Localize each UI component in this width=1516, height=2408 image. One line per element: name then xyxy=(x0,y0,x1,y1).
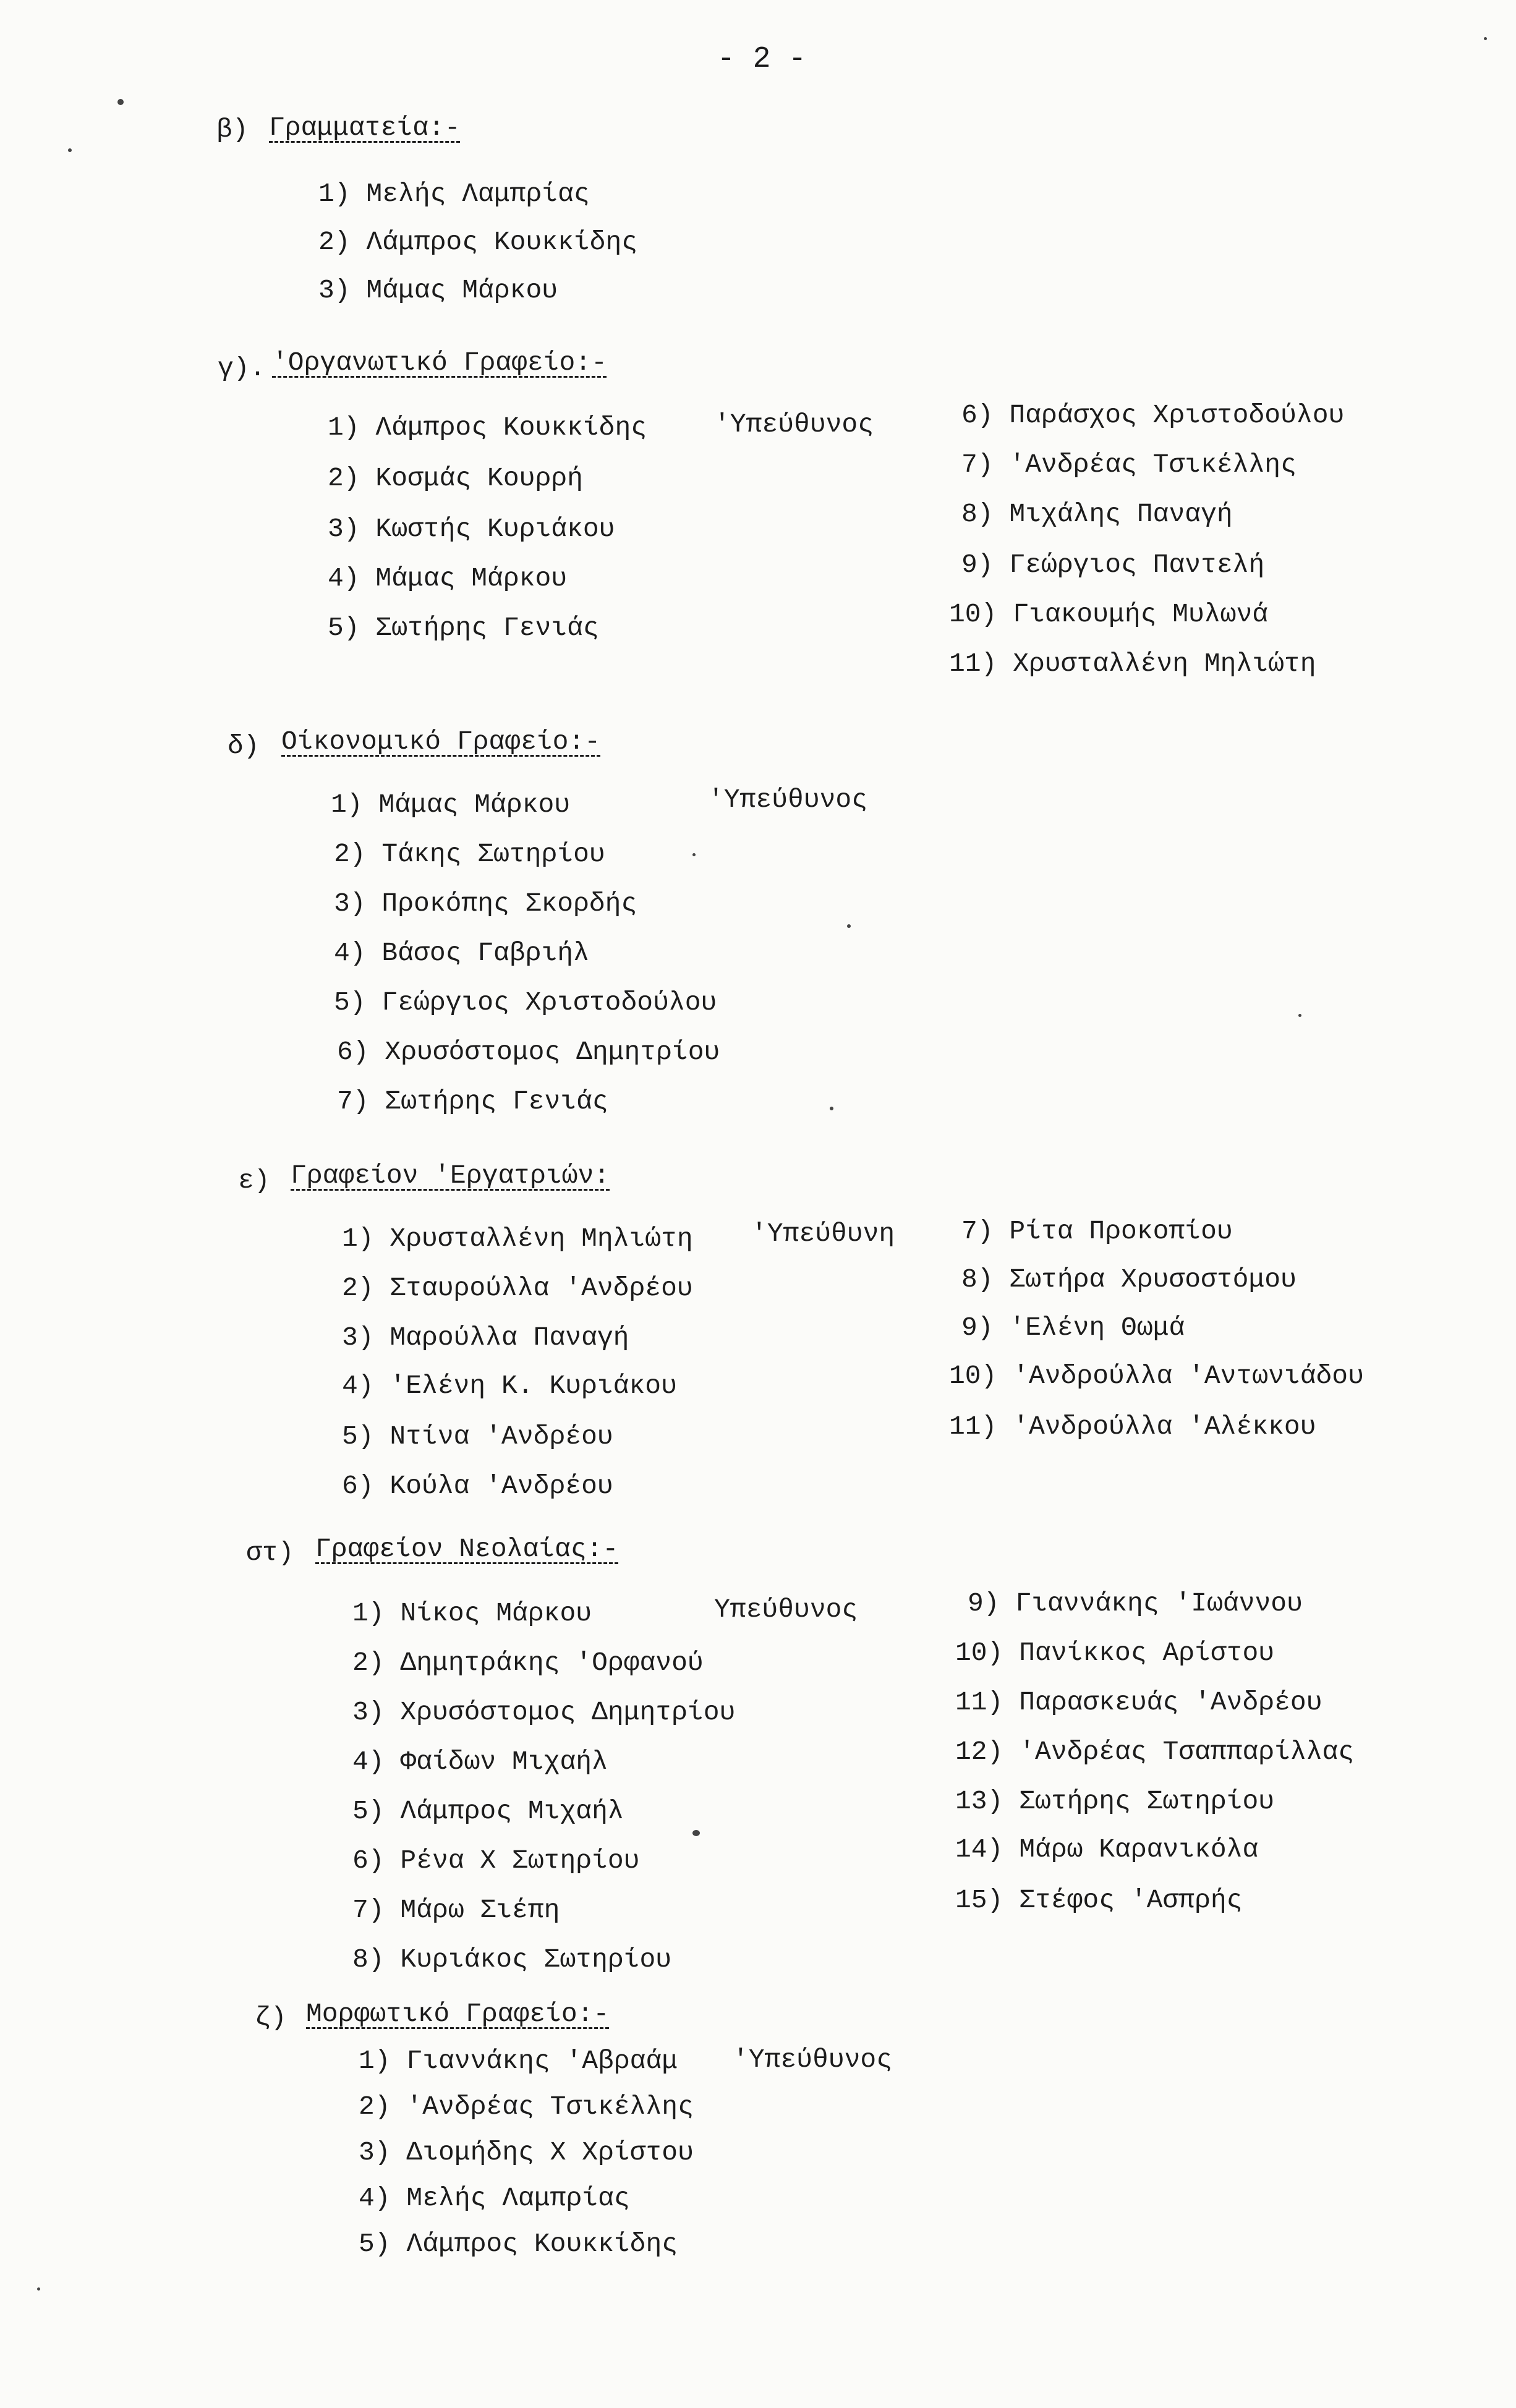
list-item: 6) Χρυσόστομος Δημητρίου xyxy=(337,1037,720,1067)
scan-speck xyxy=(37,2287,40,2291)
list-item: 2) Κοσμάς Κουρρή xyxy=(328,463,583,493)
list-item: 4) Φαίδων Μιχαήλ xyxy=(352,1746,608,1777)
list-item: 15) Στέφος 'Ασπρής xyxy=(955,1885,1243,1915)
role-label: 'Υπεύθυνος xyxy=(714,409,874,440)
list-item: 1) Νίκος Μάρκου xyxy=(352,1598,592,1628)
list-item: 11) Παρασκευάς 'Ανδρέου xyxy=(955,1687,1322,1717)
list-item: 3) Προκόπης Σκορδής xyxy=(334,888,637,919)
list-item: 6) Ρένα Χ Σωτηρίου xyxy=(352,1845,640,1876)
list-item: 13) Σωτήρης Σωτηρίου xyxy=(955,1786,1275,1816)
list-item: 4) Μελής Λαμπρίας xyxy=(359,2183,630,2213)
list-item: 10) Γιακουμής Μυλωνά xyxy=(949,599,1269,629)
list-item: 10) Πανίκκος Αρίστου xyxy=(955,1638,1275,1668)
list-item: 9) Γεώργιος Παντελή xyxy=(961,550,1265,580)
list-item: 9) Γιαννάκης 'Ιωάννου xyxy=(968,1588,1303,1619)
list-item: 10) 'Ανδρούλλα 'Αντωνιάδου xyxy=(949,1361,1364,1391)
section-letter-b: β) xyxy=(216,114,249,145)
scan-speck xyxy=(847,924,851,928)
scan-speck xyxy=(692,1830,700,1836)
list-item: 7) Μάρω Σιέπη xyxy=(352,1895,560,1925)
list-item: 1) Μελής Λαμπρίας xyxy=(318,179,590,209)
scan-speck xyxy=(1484,37,1487,40)
role-label: 'Υπεύθυνος xyxy=(708,785,868,815)
list-item: 2) Λάμπρος Κουκκίδης xyxy=(318,227,638,257)
section-letter-e: ε) xyxy=(238,1165,270,1196)
section-letter-d: δ) xyxy=(228,731,260,761)
scan-speck xyxy=(117,99,124,105)
list-item: 3) Διομήδης Χ Χρίστου xyxy=(359,2137,694,2168)
list-item: 1) Χρυσταλλένη Μηλιώτη xyxy=(342,1223,693,1254)
list-item: 5) Λάμπρος Μιχαήλ xyxy=(352,1796,624,1826)
list-item: 11) Χρυσταλλένη Μηλιώτη xyxy=(949,649,1316,679)
list-item: 3) Χρυσόστομος Δημητρίου xyxy=(352,1697,736,1727)
list-item: 9) 'Ελένη Θωμά xyxy=(961,1312,1185,1343)
list-item: 2) 'Ανδρέας Τσικέλλης xyxy=(359,2091,694,2122)
list-item: 14) Μάρω Καρανικόλα xyxy=(955,1834,1259,1865)
role-label: 'Υπεύθυνη xyxy=(751,1219,895,1249)
role-label: 'Υπεύθυνος xyxy=(733,2044,893,2075)
list-item: 3) Κωστής Κυριάκου xyxy=(328,514,615,544)
role-label: Υπεύθυνος xyxy=(714,1594,858,1625)
list-item: 8) Μιχάλης Παναγή xyxy=(961,499,1233,529)
section-title-youth-office: Γραφείον Νεολαίας:- xyxy=(315,1534,619,1564)
scan-speck xyxy=(68,148,72,152)
section-title-financial-office: Οίκονομικό Γραφείο:- xyxy=(281,726,601,757)
list-item: 12) 'Ανδρέας Τσαππαρίλλας xyxy=(955,1737,1355,1767)
list-item: 11) 'Ανδρούλλα 'Αλέκκου xyxy=(949,1411,1316,1442)
list-item: 6) Παράσχος Χριστοδούλου xyxy=(961,400,1345,430)
list-item: 8) Κυριάκος Σωτηρίου xyxy=(352,1944,672,1975)
list-item: 3) Μαρούλλα Παναγή xyxy=(342,1322,629,1353)
scan-speck xyxy=(1298,1014,1301,1017)
section-letter-g: ζ) xyxy=(255,2002,287,2033)
list-item: 5) Λάμπρος Κουκκίδης xyxy=(359,2229,678,2259)
list-item: 4) Βάσος Γαβριήλ xyxy=(334,938,589,968)
section-title-organizational-office: 'Οργανωτικό Γραφείο:- xyxy=(272,347,607,378)
scan-speck xyxy=(830,1107,833,1110)
list-item: 2) Σταυρούλλα 'Ανδρέου xyxy=(342,1273,693,1303)
section-title-secretariat: Γραμματεία:- xyxy=(269,113,461,143)
section-title-women-workers-office: Γραφείον 'Εργατριών: xyxy=(291,1160,610,1191)
list-item: 2) Δημητράκης 'Ορφανού xyxy=(352,1648,704,1678)
list-item: 3) Μάμας Μάρκου xyxy=(318,275,558,305)
list-item: 1) Μάμας Μάρκου xyxy=(331,789,571,820)
list-item: 7) Ρίτα Προκοπίου xyxy=(961,1216,1233,1246)
list-item: 6) Κούλα 'Ανδρέου xyxy=(342,1471,613,1501)
section-letter-f: στ) xyxy=(246,1538,294,1568)
list-item: 4) 'Ελένη Κ. Κυριάκου xyxy=(342,1371,677,1401)
list-item: 8) Σωτήρα Χρυσοστόμου xyxy=(961,1264,1297,1295)
list-item: 5) Γεώργιος Χριστοδούλου xyxy=(334,987,717,1018)
scan-speck xyxy=(692,853,696,856)
list-item: 4) Μάμας Μάρκου xyxy=(328,563,568,593)
list-item: 7) 'Ανδρέας Τσικέλλης xyxy=(961,449,1297,480)
list-item: 7) Σωτήρης Γενιάς xyxy=(337,1086,608,1117)
list-item: 1) Λάμπρος Κουκκίδης xyxy=(328,412,647,443)
list-item: 5) Ντίνα 'Ανδρέου xyxy=(342,1421,613,1452)
section-title-cultural-office: Μορφωτικό Γραφείο:- xyxy=(306,1999,610,2029)
list-item: 2) Τάκης Σωτηρίου xyxy=(334,839,605,869)
list-item: 5) Σωτήρης Γενιάς xyxy=(328,613,599,643)
section-letter-c: γ). xyxy=(218,353,266,383)
page-number: - 2 - xyxy=(717,43,807,76)
list-item: 1) Γιαννάκης 'Αβραάμ xyxy=(359,2046,678,2076)
